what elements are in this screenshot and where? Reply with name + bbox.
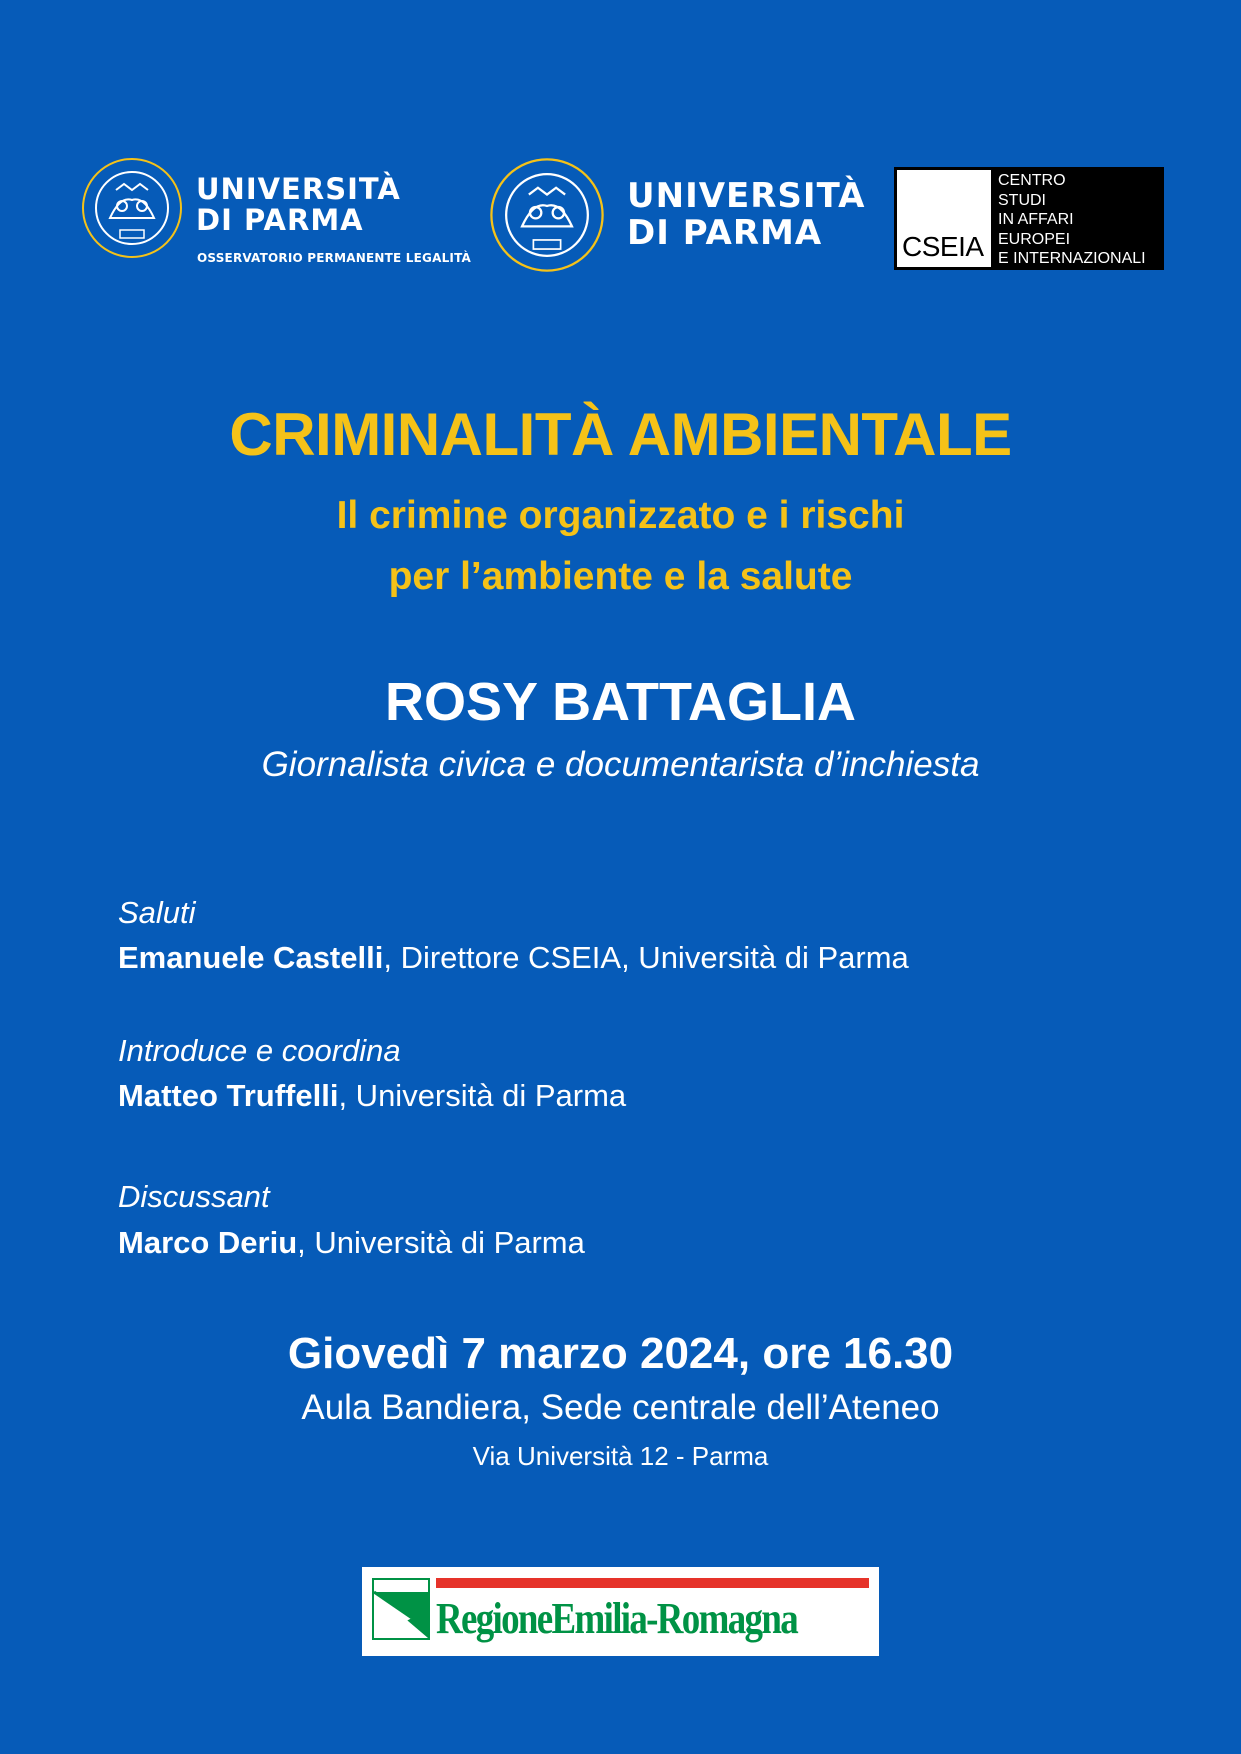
university-seal-center bbox=[488, 156, 606, 274]
program-person bbox=[118, 1225, 585, 1261]
program-role bbox=[118, 1033, 401, 1069]
event-address: Via Università 12 - Parma bbox=[472, 1441, 769, 1471]
cseia-full-name bbox=[998, 171, 1146, 269]
program-person bbox=[118, 940, 909, 976]
region-flag-icon bbox=[372, 1578, 430, 1644]
university-name-left bbox=[196, 174, 401, 237]
person-affiliation: , Direttore CSEIA, Università di Parma bbox=[383, 940, 909, 975]
program-role bbox=[118, 895, 196, 931]
program-person bbox=[118, 1078, 626, 1114]
event-date: Giovedì 7 marzo 2024, ore 16.30 bbox=[287, 1329, 954, 1378]
program-role-label: Discussant bbox=[118, 1179, 270, 1214]
university-line1: UNIVERSITÀ bbox=[627, 176, 866, 216]
cseia-logo-panel bbox=[897, 170, 991, 267]
cseia-line: IN AFFARI bbox=[998, 211, 1074, 228]
person-name: Marco Deriu bbox=[118, 1225, 298, 1260]
university-line2: DI PARMA bbox=[627, 212, 823, 253]
region-name: RegioneEmilia-Romagna bbox=[436, 1594, 798, 1643]
university-line1: UNIVERSITÀ bbox=[196, 172, 401, 206]
university-line2: DI PARMA bbox=[196, 203, 364, 238]
cseia-acronym: CSEIA bbox=[902, 231, 984, 262]
cseia-line: E INTERNAZIONALI bbox=[998, 250, 1146, 267]
program-role-label: Introduce e coordina bbox=[118, 1033, 401, 1068]
speaker-role: Giornalista civica e documentarista d’inchiesta bbox=[261, 745, 980, 784]
person-affiliation: , Università di Parma bbox=[338, 1078, 627, 1113]
speaker-name: ROSY BATTAGLIA bbox=[385, 672, 856, 732]
cseia-line: EUROPEI bbox=[998, 230, 1071, 248]
program-role bbox=[118, 1179, 270, 1215]
event-subtitle-line2: per l’ambiente e la salute bbox=[388, 555, 853, 598]
event-venue: Aula Bandiera, Sede centrale dell’Ateneo bbox=[301, 1388, 940, 1427]
person-name: Matteo Truffelli bbox=[118, 1078, 339, 1113]
cseia-line: CENTRO bbox=[998, 172, 1066, 189]
event-subtitle-line1: Il crimine organizzato e i rischi bbox=[336, 494, 905, 537]
region-red-stripe bbox=[436, 1578, 869, 1588]
university-name-center bbox=[627, 178, 865, 251]
cseia-logo bbox=[894, 167, 1164, 270]
person-affiliation: , Università di Parma bbox=[297, 1225, 585, 1260]
observatory-label: OSSERVATORIO PERMANENTE LEGALITÀ bbox=[197, 251, 472, 265]
cseia-line: STUDI bbox=[998, 191, 1046, 209]
event-title: CRIMINALITÀ AMBIENTALE bbox=[229, 401, 1012, 468]
university-seal-left bbox=[80, 156, 184, 260]
regione-emilia-romagna-logo bbox=[362, 1567, 879, 1656]
person-name: Emanuele Castelli bbox=[118, 940, 384, 975]
program-role-label: Saluti bbox=[118, 895, 196, 930]
